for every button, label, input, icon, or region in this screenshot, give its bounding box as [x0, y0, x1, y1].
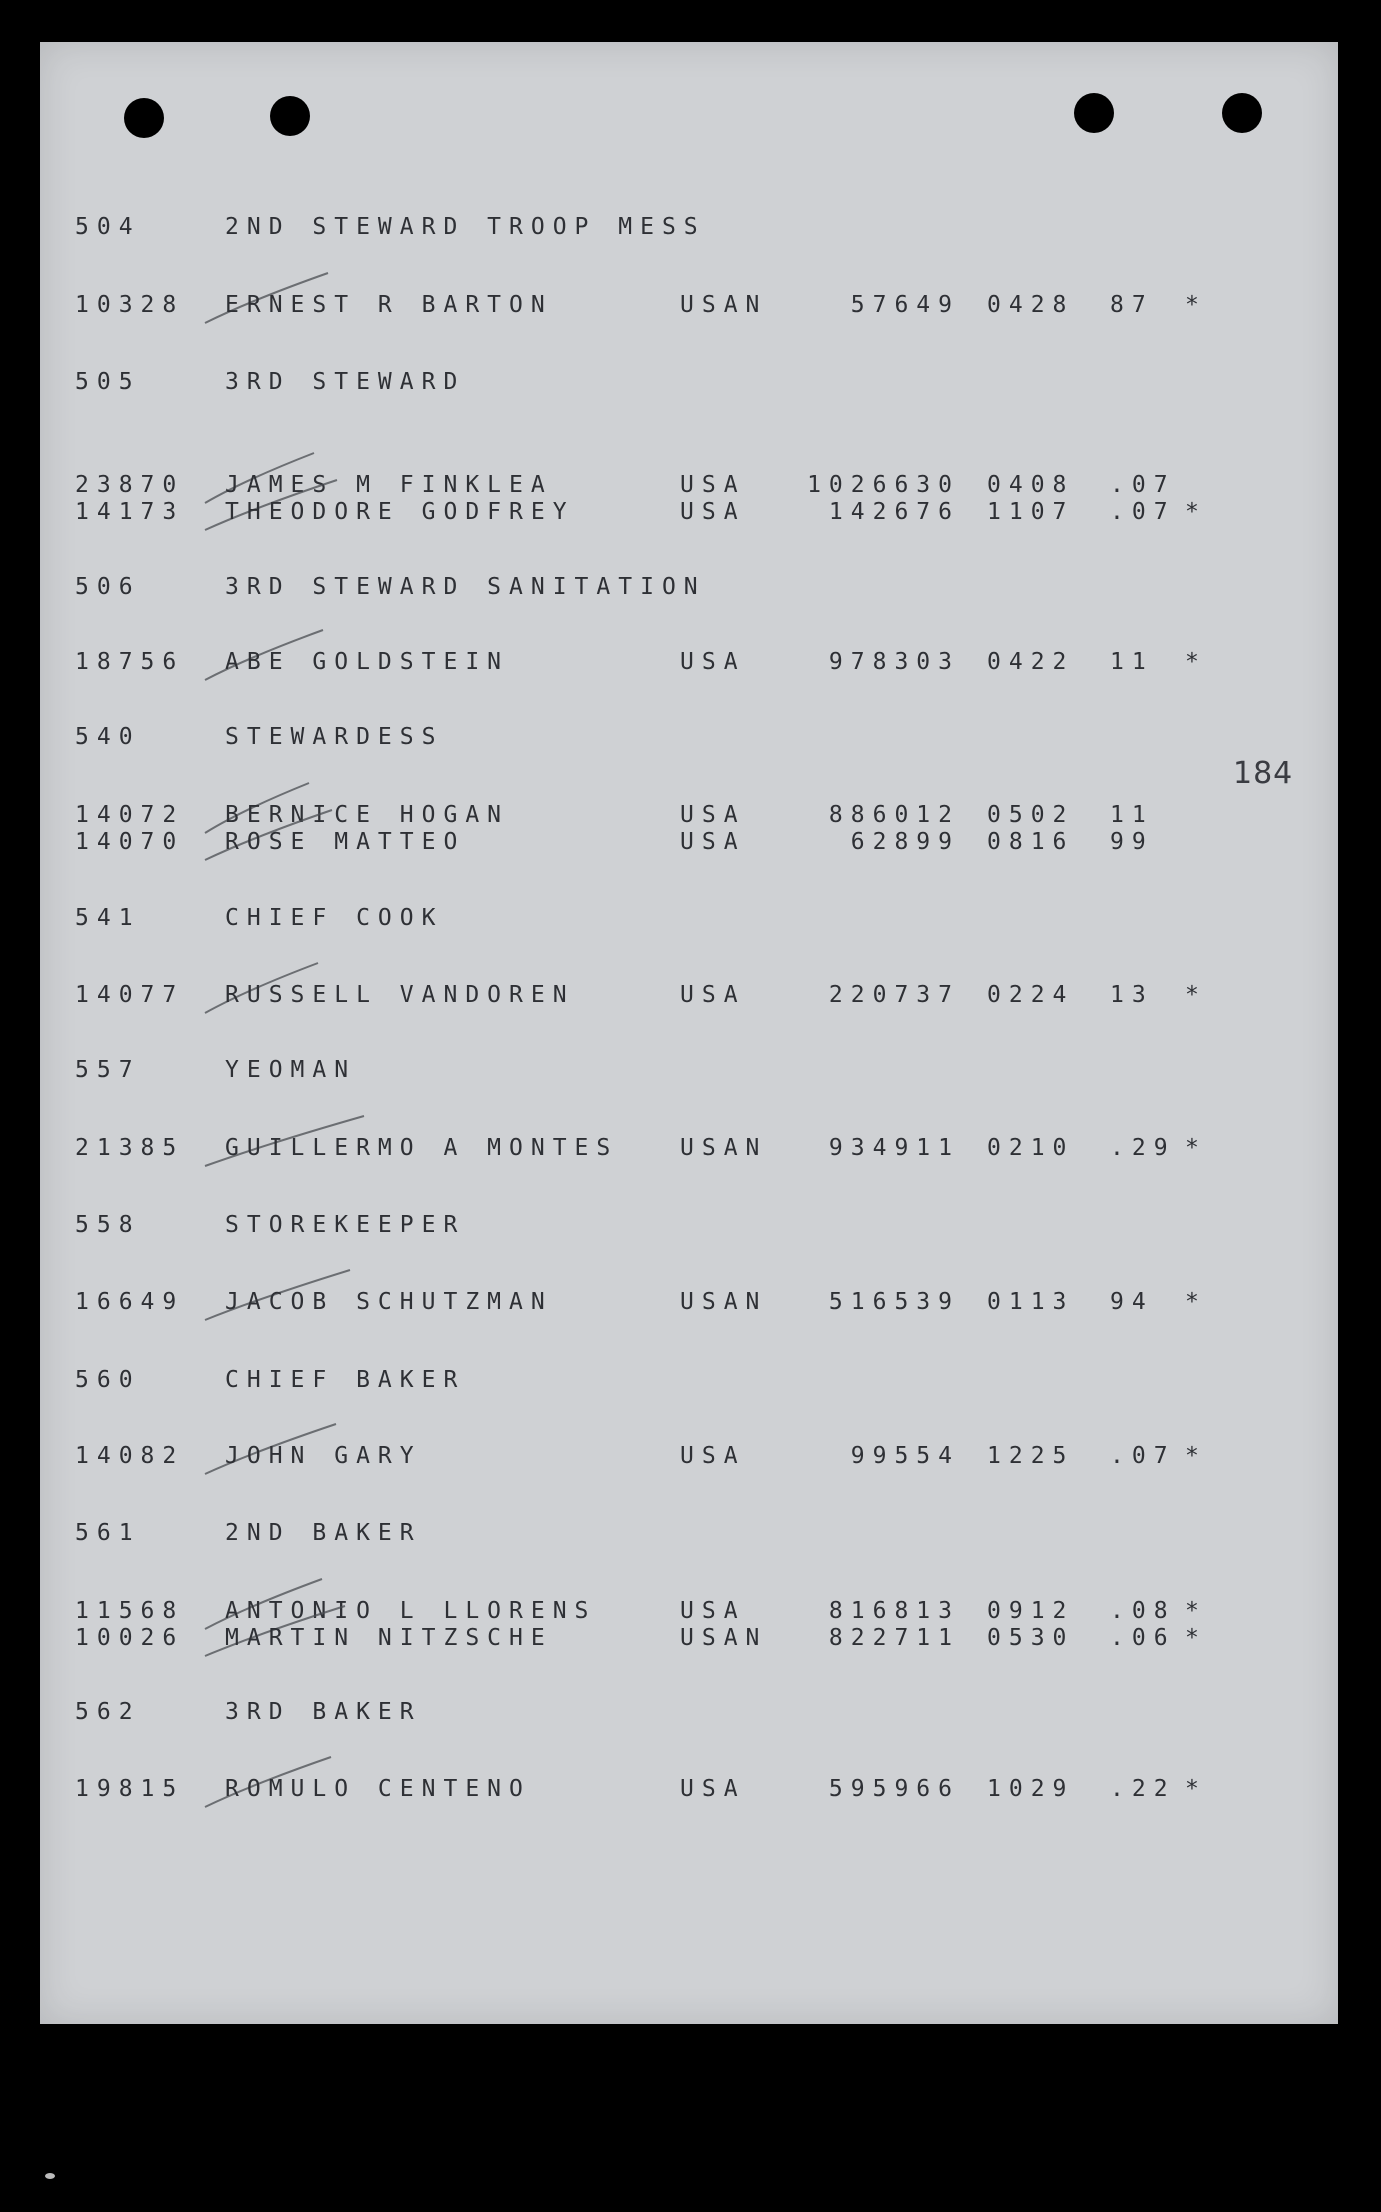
section-code: 541	[75, 905, 141, 931]
section-code: 560	[75, 1367, 141, 1393]
person-id: 14072	[75, 802, 185, 828]
rate-value: .29	[1110, 1135, 1176, 1161]
section-title: CHIEF BAKER	[225, 1367, 466, 1393]
date-code: 0210	[987, 1135, 1075, 1161]
document-number: 816813	[828, 1598, 960, 1624]
asterisk-mark: *	[1185, 649, 1199, 675]
document-number: 1026630	[807, 472, 960, 498]
asterisk-mark: *	[1185, 1289, 1199, 1315]
section-header-row	[0, 212, 1381, 242]
document-number: 62899	[850, 829, 960, 855]
nationality: USAN	[680, 1289, 768, 1315]
person-id: 11568	[75, 1598, 185, 1624]
person-id: 19815	[75, 1776, 185, 1802]
person-id: 14082	[75, 1443, 185, 1469]
punch-hole	[1074, 93, 1114, 133]
section-code: 540	[75, 724, 141, 750]
document-number: 886012	[828, 802, 960, 828]
date-code: 0530	[987, 1625, 1075, 1651]
person-name: JACOB SCHUTZMAN	[225, 1289, 553, 1315]
person-row	[0, 980, 1381, 1010]
section-header-row	[0, 1697, 1381, 1727]
person-id: 14070	[75, 829, 185, 855]
rate-value: .07	[1110, 1443, 1176, 1469]
section-title: 3RD STEWARD	[225, 369, 466, 395]
nationality: USA	[680, 499, 746, 525]
section-header-row	[0, 1055, 1381, 1085]
nationality: USA	[680, 1598, 746, 1624]
section-code: 561	[75, 1520, 141, 1546]
person-row	[0, 647, 1381, 677]
person-row	[0, 1623, 1381, 1653]
nationality: USA	[680, 829, 746, 855]
asterisk-mark: *	[1185, 982, 1199, 1008]
date-code: 0408	[987, 472, 1075, 498]
section-title: 3RD BAKER	[225, 1699, 422, 1725]
date-code: 0912	[987, 1598, 1075, 1624]
section-header-row	[0, 572, 1381, 602]
page-number: 184	[1233, 756, 1294, 791]
section-title: STOREKEEPER	[225, 1212, 466, 1238]
nationality: USA	[680, 472, 746, 498]
person-row	[0, 800, 1381, 830]
person-id: 10026	[75, 1625, 185, 1651]
person-name: ROMULO CENTENO	[225, 1776, 531, 1802]
nationality: USAN	[680, 292, 768, 318]
person-row	[0, 1133, 1381, 1163]
rate-value: 94	[1110, 1289, 1154, 1315]
person-id: 14173	[75, 499, 185, 525]
rate-value: 99	[1110, 829, 1154, 855]
section-code: 557	[75, 1057, 141, 1083]
nationality: USA	[680, 1776, 746, 1802]
section-title: 3RD STEWARD SANITATION	[225, 574, 706, 600]
punch-hole	[270, 96, 310, 136]
asterisk-mark: *	[1185, 1598, 1199, 1624]
document-number: 595966	[828, 1776, 960, 1802]
document-number: 822711	[828, 1625, 960, 1651]
asterisk-mark: *	[1185, 292, 1199, 318]
asterisk-mark: *	[1185, 1443, 1199, 1469]
rate-value: .06	[1110, 1625, 1176, 1651]
person-name: ROSE MATTEO	[225, 829, 466, 855]
person-name: ANTONIO L LLORENS	[225, 1598, 597, 1624]
section-title: STEWARDESS	[225, 724, 444, 750]
asterisk-mark: *	[1185, 1776, 1199, 1802]
person-name: MARTIN NITZSCHE	[225, 1625, 553, 1651]
person-name: THEODORE GODFREY	[225, 499, 575, 525]
section-header-row	[0, 367, 1381, 397]
section-code: 562	[75, 1699, 141, 1725]
person-row	[0, 497, 1381, 527]
document-number: 934911	[828, 1135, 960, 1161]
document-number: 99554	[850, 1443, 960, 1469]
section-code: 506	[75, 574, 141, 600]
nationality: USAN	[680, 1625, 768, 1651]
nationality: USA	[680, 1443, 746, 1469]
person-name: GUILLERMO A MONTES	[225, 1135, 619, 1161]
person-name: BERNICE HOGAN	[225, 802, 510, 828]
document-number: 142676	[828, 499, 960, 525]
rate-value: 13	[1110, 982, 1154, 1008]
section-code: 505	[75, 369, 141, 395]
person-name: ERNEST R BARTON	[225, 292, 553, 318]
document-number: 57649	[850, 292, 960, 318]
document-number: 978303	[828, 649, 960, 675]
punch-hole	[1222, 93, 1262, 133]
film-speck	[45, 2173, 55, 2179]
date-code: 1107	[987, 499, 1075, 525]
date-code: 0422	[987, 649, 1075, 675]
rate-value: .22	[1110, 1776, 1176, 1802]
rate-value: 87	[1110, 292, 1154, 318]
person-id: 21385	[75, 1135, 185, 1161]
asterisk-mark: *	[1185, 1625, 1199, 1651]
date-code: 0428	[987, 292, 1075, 318]
section-title: YEOMAN	[225, 1057, 357, 1083]
asterisk-mark: *	[1185, 499, 1199, 525]
date-code: 0502	[987, 802, 1075, 828]
rate-value: .07	[1110, 499, 1176, 525]
rate-value: 11	[1110, 649, 1154, 675]
rate-value: 11	[1110, 802, 1154, 828]
date-code: 0816	[987, 829, 1075, 855]
person-id: 14077	[75, 982, 185, 1008]
person-row	[0, 1287, 1381, 1317]
person-id: 16649	[75, 1289, 185, 1315]
section-header-row	[0, 903, 1381, 933]
section-title: 2ND STEWARD TROOP MESS	[225, 214, 706, 240]
person-row	[0, 470, 1381, 500]
section-header-row	[0, 1210, 1381, 1240]
date-code: 1029	[987, 1776, 1075, 1802]
nationality: USAN	[680, 1135, 768, 1161]
date-code: 0113	[987, 1289, 1075, 1315]
person-row	[0, 1774, 1381, 1804]
person-name: RUSSELL VANDOREN	[225, 982, 575, 1008]
person-id: 23870	[75, 472, 185, 498]
nationality: USA	[680, 649, 746, 675]
section-code: 558	[75, 1212, 141, 1238]
person-name: ABE GOLDSTEIN	[225, 649, 510, 675]
section-header-row	[0, 1518, 1381, 1548]
section-title: CHIEF COOK	[225, 905, 444, 931]
rate-value: .08	[1110, 1598, 1176, 1624]
person-id: 18756	[75, 649, 185, 675]
rate-value: .07	[1110, 472, 1176, 498]
date-code: 1225	[987, 1443, 1075, 1469]
person-row	[0, 290, 1381, 320]
section-title: 2ND BAKER	[225, 1520, 422, 1546]
document-number: 516539	[828, 1289, 960, 1315]
document-number: 220737	[828, 982, 960, 1008]
nationality: USA	[680, 802, 746, 828]
section-code: 504	[75, 214, 141, 240]
section-header-row	[0, 1365, 1381, 1395]
person-row	[0, 1441, 1381, 1471]
person-row	[0, 1596, 1381, 1626]
date-code: 0224	[987, 982, 1075, 1008]
asterisk-mark: *	[1185, 1135, 1199, 1161]
nationality: USA	[680, 982, 746, 1008]
punch-hole	[124, 98, 164, 138]
person-id: 10328	[75, 292, 185, 318]
person-row	[0, 827, 1381, 857]
person-name: JAMES M FINKLEA	[225, 472, 553, 498]
person-name: JOHN GARY	[225, 1443, 422, 1469]
section-header-row	[0, 722, 1381, 752]
